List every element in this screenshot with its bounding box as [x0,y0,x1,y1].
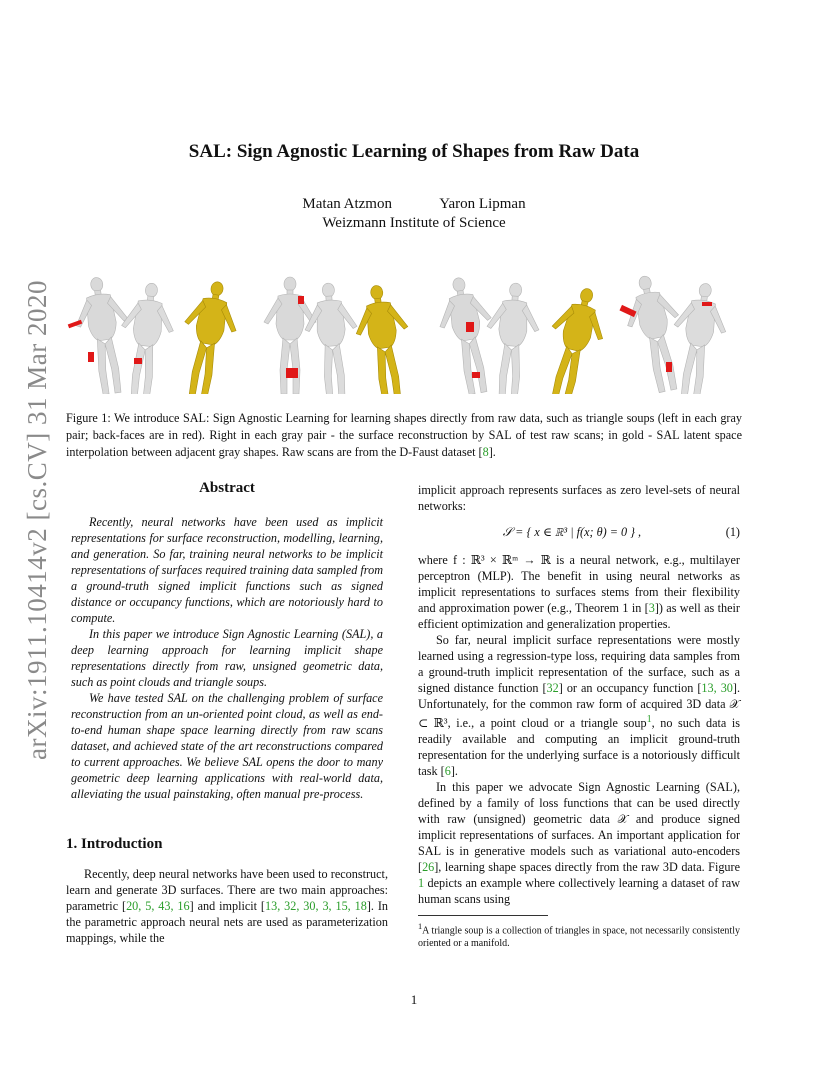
author-list [80,196,748,213]
citation-link[interactable]: 13, 30 [701,681,733,695]
figure-caption: Figure 1: We introduce SAL: Sign Agnostic Learning for learning shapes directly from raw data, such as triangle soups (left in each gray pair; back-faces are in red). Right in each gray pair - the surface reconstruction by SAL of test raw scans; in gold - SAL latent space interpolation between adjacent gray shapes. Raw scans are from the D-Faust dataset [8]. [66,411,742,459]
abstract-heading: Abstract [199,480,255,496]
equation-number: (1) [725,525,740,539]
footnote-marker[interactable]: 1 [646,714,652,725]
body-paragraph: implicit approach represents surfaces as zero level-sets of neural networks: [418,483,740,513]
figure-group-3 [432,273,613,394]
left-column [66,480,388,946]
figure-group-4 [618,271,732,394]
figure-reference-link[interactable]: 1 [418,876,425,891]
author-name: Matan Atzmon [302,196,392,212]
equation-1 [418,524,740,540]
abstract-paragraph: Recently, neural networks have been used as implicit representations for surface reconstruction, modelling, learning, and generation. So far, training neural networks to be implicit representations of surfaces required training data sampled from a ground-truth signed implicit functions such as signed distance or occupancy functions, which are notoriously hard to compute. [71,515,383,625]
citation-link[interactable]: 8 [482,445,489,459]
section-heading: 1. Introduction [66,836,163,852]
author-name: Yaron Lipman [439,196,526,212]
citation-link[interactable]: 3 [648,601,655,615]
figure-group-2 [264,277,418,394]
citation-link[interactable]: 26 [422,860,435,875]
abstract-paragraph: We have tested SAL on the challenging problem of surface reconstruction from an un-oriented point cloud, as well as end-to-end human shape space learning directly from raw scans dataset, and achieved state of the art reconstructions compared to current approaches. We believe SAL opens the door to many geometric deep learning applications with real-world data, alleviating the usual painstaking, often manual pre-process. [71,691,383,801]
arxiv-identifier: arXiv:1911.10414v2 [cs.CV] 31 Mar 2020 [22,280,52,760]
citation-link[interactable]: 13, 32, 30, 3, 15, 18 [265,899,367,913]
footnote-divider [418,915,548,916]
body-paragraph: Recently, deep neural networks have been used to reconstruct, learn and generate 3D surfaces. There are two main approaches: parametric [20, 5, 43, 16] and implicit [13, 32, 30, 3, 15, 18]. In the parametric approach neural nets are used as parameterization mappings, while the [66,867,388,945]
equation-body: 𝒮 = { x ∈ ℝ³ | f(x; θ) = 0 } , [502,525,642,539]
abstract-paragraph: In this paper we introduce Sign Agnostic Learning (SAL), a deep learning approach for learning implicit shape representations directly from raw, unsigned geometric data, such as point clouds and triangle soups. [71,627,383,689]
abstract-section [66,480,388,802]
body-paragraph: So far, neural implicit surface representations were mostly learned using a regression-type loss, requiring data samples from a ground-truth implicit representation of the surface, such as a signed distance function [32] or an occupancy function [13, 30]. Unfortunately, for the common raw form of acquired 3D data 𝒳 ⊂ ℝ³, i.e., a point cloud or a triangle soup$^1$, no such data is readily available and computing an implicit ground-truth representation for the underlying surface is a notoriously difficult task [6]. [418,633,740,779]
right-column [418,482,740,950]
citation-link[interactable]: 32 [546,681,559,695]
paper-title: SAL: Sign Agnostic Learning of Shapes from Raw Data [188,141,640,162]
affiliation: Weizmann Institute of Science [322,215,506,231]
introduction-section [66,836,388,946]
body-paragraph: where f : ℝ³ × ℝᵐ → ℝ is a neural network, e.g., multilayer perceptron (MLP). The benefit in using neural networks as implicit representations to surfaces stems from their flexibility and approximation power (e.g., Theorem 1 in [3]) as well as their efficient optimization and generalization properties. [418,553,740,631]
arxiv-stamp [22,280,52,760]
citation-link[interactable]: 20, 5, 43, 16 [126,899,190,913]
footnote: $^1$A triangle soup is a collection of triangles in space, not necessarily consistently oriented or a manifold. [418,922,740,950]
body-paragraph: In this paper we advocate Sign Agnostic Learning (SAL), defined by a family of loss functions that can be used directly with raw (unsigned) geometric data 𝒳 and produce signed implicit representations of surfaces. An important application for SAL is in generative models such as variational auto-encoders [26], learning shape spaces directly from the raw 3D data. Figure 1 depicts an example where collectively learning a dataset of raw human scans using [418,780,740,907]
teaser-figure [66,264,742,394]
page-number: 1 [410,992,418,1007]
citation-link[interactable]: 6 [444,764,451,779]
footnote-number: 1 [418,922,423,932]
figure-group-1 [68,274,244,394]
